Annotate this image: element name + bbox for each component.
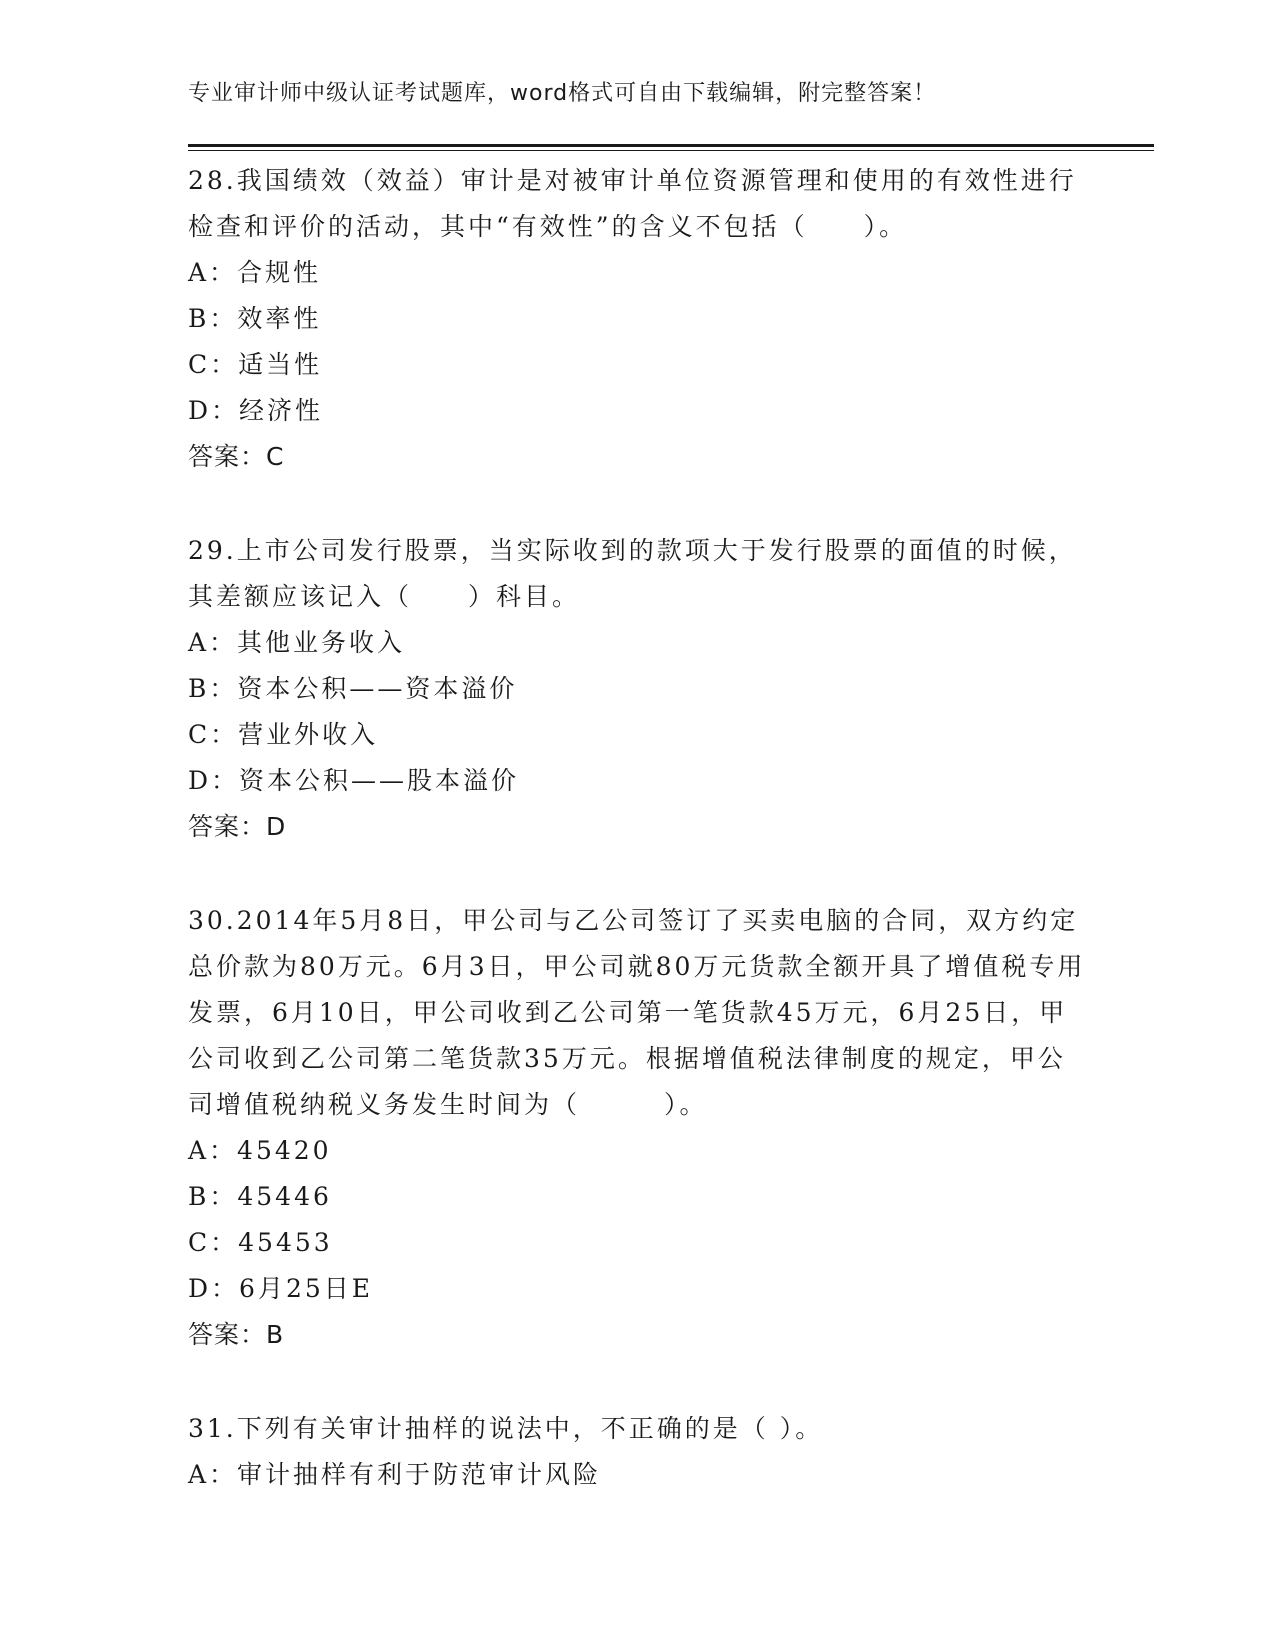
option-d: D：6月25日E <box>188 1274 374 1303</box>
page-header: 专业审计师中级认证考试题库，word格式可自由下载编辑，附完整答案！ <box>188 81 937 106</box>
option-a: A：合规性 <box>188 258 322 287</box>
question-stem: 28.我国绩效（效益）审计是对被审计单位资源管理和使用的有效性进行检查和评价的活动，其中“有效性”的含义不包括（ ）。 <box>188 166 1077 241</box>
question-29 <box>188 528 1088 850</box>
option-c: C：适当性 <box>188 350 323 379</box>
option-d: D：资本公积——股本溢价 <box>188 766 520 795</box>
option-d: D：经济性 <box>188 396 324 425</box>
question-30 <box>188 898 1088 1358</box>
option-a: A：其他业务收入 <box>188 628 406 657</box>
question-stem: 31.下列有关审计抽样的说法中，不正确的是（ ）。 <box>188 1414 824 1443</box>
question-stem: 30.2014年5月8日，甲公司与乙公司签订了买卖电脑的合同，双方约定总价款为80万元。6月3日，甲公司就80万元货款全额开具了增值税专用发票，6月10日，甲公司收到乙公司第一笔货款45万元，6月25日，甲公司收到乙公司第二笔货款35万元。根据增值税法律制度的规定，甲公司增值税纳税义务发生时间为（ ）。 <box>188 906 1086 1119</box>
answer-line: 答案：C <box>188 442 285 471</box>
option-c: C：营业外收入 <box>188 720 379 749</box>
option-b: B：资本公积——资本溢价 <box>188 674 518 703</box>
option-a: A：45420 <box>188 1136 332 1165</box>
question-31 <box>188 1406 1088 1498</box>
question-list <box>188 158 1088 1498</box>
option-c: C：45453 <box>188 1228 333 1257</box>
header-rule-thick <box>188 144 1154 147</box>
header-rule-thin <box>188 150 1154 151</box>
option-b: B：45446 <box>188 1182 332 1211</box>
option-b: B：效率性 <box>188 304 322 333</box>
answer-line: 答案：D <box>188 812 287 841</box>
answer-line: 答案：B <box>188 1320 285 1349</box>
question-28 <box>188 158 1088 480</box>
question-stem: 29.上市公司发行股票，当实际收到的款项大于发行股票的面值的时候，其差额应该记入（ ）科目。 <box>188 536 1077 611</box>
option-a: A：审计抽样有利于防范审计风险 <box>188 1460 602 1489</box>
